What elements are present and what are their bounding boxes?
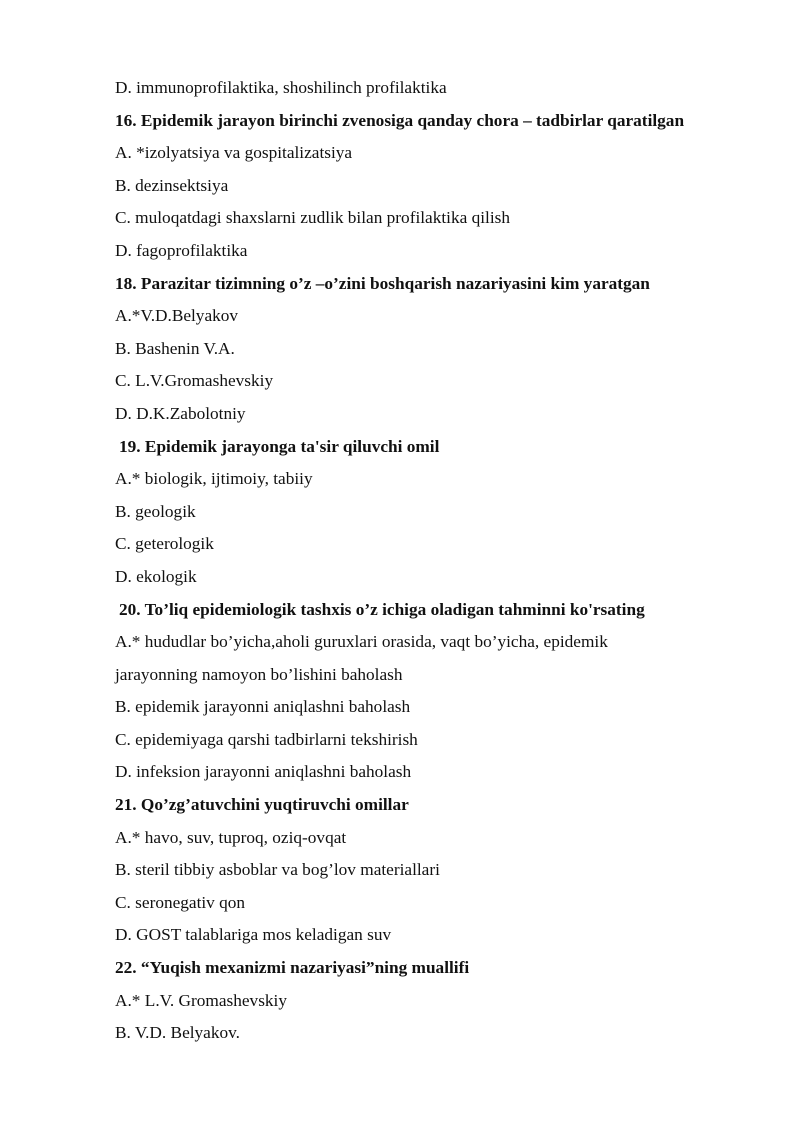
answer-option: D. D.K.Zabolotniy bbox=[115, 403, 246, 423]
answer-option: C. L.V.Gromashevskiy bbox=[115, 371, 274, 391]
answer-option: B. Bashenin V.A. bbox=[115, 338, 235, 358]
question-heading: 16. Epidemik jarayon birinchi zvenosiga qanday chora – tadbirlar qaratilgan bbox=[115, 110, 685, 130]
answer-option: B. V.D. Belyakov. bbox=[115, 1023, 240, 1043]
question-heading: 21. Qo’zg’atuvchini yuqtiruvchi omillar bbox=[115, 795, 409, 815]
answer-option: B. geologik bbox=[115, 501, 196, 521]
answer-option: D. ekologik bbox=[115, 566, 197, 586]
answer-option-continuation: jarayonning namoyon bo’lishini baholash bbox=[115, 664, 403, 684]
question-heading: 22. “Yuqish mexanizmi nazariyasi”ning muallifi bbox=[115, 958, 470, 978]
question-heading: 19. Epidemik jarayonga ta'sir qiluvchi omil bbox=[119, 436, 440, 456]
answer-option: A.* havo, suv, tuproq, oziq-ovqat bbox=[115, 827, 347, 847]
answer-option: B. epidemik jarayonni aniqlashni baholash bbox=[115, 697, 411, 717]
answer-option: C. epidemiyaga qarshi tadbirlarni tekshirish bbox=[115, 729, 418, 749]
answer-option: C. geterologik bbox=[115, 534, 214, 554]
answer-option: C. muloqatdagi shaxslarni zudlik bilan profilaktika qilish bbox=[115, 208, 511, 228]
answer-option: C. seronegativ qon bbox=[115, 892, 246, 912]
answer-option: A.* L.V. Gromashevskiy bbox=[115, 990, 288, 1010]
answer-option: B. dezinsektsiya bbox=[115, 175, 229, 195]
answer-option: D. immunoprofilaktika, shoshilinch profilaktika bbox=[115, 78, 447, 97]
answer-option: D. GOST talablariga mos keladigan suv bbox=[115, 925, 392, 945]
answer-option: A.*V.D.Belyakov bbox=[115, 306, 239, 326]
answer-option: D. fagoprofilaktika bbox=[115, 240, 248, 260]
answer-option: A.* hududlar bo’yicha,aholi guruxlari orasida, vaqt bo’yicha, epidemik bbox=[115, 632, 608, 652]
document-page bbox=[115, 76, 775, 1054]
question-heading: 18. Parazitar tizimning o’z –o’zini boshqarish nazariyasini kim yaratgan bbox=[115, 273, 650, 293]
answer-option: A. *izolyatsiya va gospitalizatsiya bbox=[115, 143, 353, 163]
question-heading: 20. To’liq epidemiologik tashxis o’z ichiga oladigan tahminni ko'rsating bbox=[119, 599, 645, 619]
answer-option: A.* biologik, ijtimoiy, tabiiy bbox=[115, 469, 313, 489]
answer-option: D. infeksion jarayonni aniqlashni baholash bbox=[115, 762, 412, 782]
answer-option: B. steril tibbiy asboblar va bog’lov materiallari bbox=[115, 860, 440, 880]
